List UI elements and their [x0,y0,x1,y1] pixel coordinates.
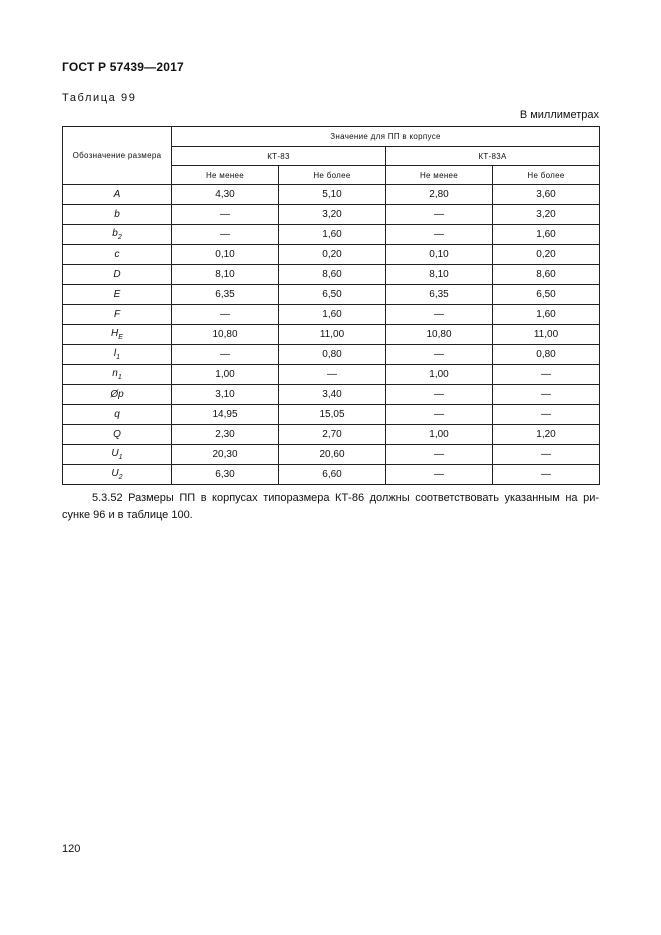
dimension-symbol-main: U [111,448,119,459]
dimension-symbol [63,185,172,205]
value-cell: 6,30 [172,465,279,485]
value-cell: 3,20 [493,205,600,225]
body-paragraph [62,490,599,524]
table-caption: Таблица 99 [62,92,137,104]
table-row [63,345,600,365]
dimension-symbol [63,245,172,265]
units-note: В миллиметрах [519,109,599,121]
value-cell: — [386,345,493,365]
value-cell: 0,10 [172,245,279,265]
dimension-symbol-main: E [113,289,121,300]
value-cell: 11,00 [493,325,600,345]
value-cell: 2,70 [279,425,386,445]
dimension-symbol-main: n [112,368,118,379]
value-cell: 20,60 [279,445,386,465]
value-cell: 11,00 [279,325,386,345]
value-cell: 1,60 [493,305,600,325]
value-cell: 3,20 [279,205,386,225]
col-header-max: Не более [493,166,600,185]
value-cell: 14,95 [172,405,279,425]
dimension-symbol-subscript: E [118,334,123,341]
dimension-symbol [63,385,172,405]
value-cell: 0,20 [279,245,386,265]
dimension-symbol-subscript: 2 [118,474,123,481]
value-cell: 0,20 [493,245,600,265]
page-number: 120 [62,843,81,855]
table-row [63,225,600,245]
value-cell: 5,10 [279,185,386,205]
value-cell: 6,50 [279,285,386,305]
dimension-symbol-main: q [114,409,120,420]
dimension-symbol-main: A [113,189,121,200]
value-cell: — [493,405,600,425]
table-row [63,325,600,345]
value-cell: 10,80 [172,325,279,345]
col-header-value-group: Значение для ПП в корпусе [172,127,600,147]
value-cell: 8,10 [172,265,279,285]
dimension-symbol [63,425,172,445]
value-cell: — [279,365,386,385]
value-cell: 1,60 [493,225,600,245]
dimension-symbol-main: H [111,328,119,339]
value-cell: 0,80 [279,345,386,365]
table-row [63,265,600,285]
dimension-symbol [63,365,172,385]
col-header-designation: Обозначение размера [63,127,172,185]
table-row [63,245,600,265]
value-cell: 3,60 [493,185,600,205]
dimension-symbol [63,325,172,345]
value-cell: 3,40 [279,385,386,405]
value-cell: 8,60 [279,265,386,285]
value-cell: — [386,305,493,325]
value-cell: — [172,205,279,225]
dimension-symbol [63,465,172,485]
col-header-package-kt83: КТ-83 [172,147,386,166]
value-cell: — [493,465,600,485]
value-cell: 6,60 [279,465,386,485]
value-cell: — [386,405,493,425]
dimension-symbol-subscript: 1 [118,454,123,461]
table-row [63,185,600,205]
dimension-symbol [63,405,172,425]
value-cell: — [386,445,493,465]
value-cell: 4,30 [172,185,279,205]
value-cell: 1,60 [279,225,386,245]
paragraph-line: сунке 96 и в таблице 100. [62,509,193,521]
dimension-symbol-main: Øp [110,389,124,400]
value-cell: — [172,225,279,245]
dimension-symbol [63,305,172,325]
col-header-min: Не менее [386,166,493,185]
col-header-package-kt83a: КТ-83А [386,147,600,166]
value-cell: 1,20 [493,425,600,445]
table-row [63,405,600,425]
value-cell: 8,60 [493,265,600,285]
dimension-symbol-main: F [113,309,121,320]
document-code: ГОСТ Р 57439—2017 [62,60,184,74]
dimension-symbol-main: c [114,249,120,260]
dimension-symbol [63,205,172,225]
dimension-symbol-main: b [114,209,120,220]
value-cell: — [493,365,600,385]
dimension-symbol-main: b [112,228,118,239]
value-cell: 6,50 [493,285,600,305]
value-cell: — [172,345,279,365]
value-cell: 3,10 [172,385,279,405]
dimension-symbol-main: Q [113,429,121,440]
value-cell: 0,10 [386,245,493,265]
paragraph-line: 5.3.52 Размеры ПП в корпусах типоразмера КТ-86 должны соответствовать указанным на ри- [92,492,599,504]
value-cell: — [493,385,600,405]
table-row [63,425,600,445]
value-cell: — [172,305,279,325]
dimension-symbol-subscript: 1 [116,354,121,361]
value-cell: 1,00 [386,425,493,445]
table-row [63,365,600,385]
value-cell: 6,35 [172,285,279,305]
table-row [63,285,600,305]
value-cell: — [386,385,493,405]
dimension-symbol [63,265,172,285]
value-cell: 1,60 [279,305,386,325]
value-cell: 2,80 [386,185,493,205]
value-cell: 15,05 [279,405,386,425]
dimension-symbol [63,285,172,305]
value-cell: 10,80 [386,325,493,345]
dimension-symbol [63,225,172,245]
value-cell: — [386,205,493,225]
dimension-symbol-main: U [111,468,119,479]
value-cell: — [386,225,493,245]
table-row [63,205,600,225]
value-cell: 0,80 [493,345,600,365]
dimension-symbol-subscript: 2 [117,234,122,241]
table-row [63,465,600,485]
value-cell: 20,30 [172,445,279,465]
table-row [63,305,600,325]
table-body [63,185,600,485]
value-cell: 8,10 [386,265,493,285]
dimension-symbol [63,345,172,365]
value-cell: 6,35 [386,285,493,305]
dimension-symbol-main: l [113,348,117,359]
dimension-symbol [63,445,172,465]
col-header-max: Не более [279,166,386,185]
dimension-symbol-subscript: 1 [117,374,122,381]
dimension-symbol-main: D [113,269,121,280]
dimensions-table [62,126,600,485]
value-cell: 2,30 [172,425,279,445]
value-cell: 1,00 [386,365,493,385]
value-cell: 1,00 [172,365,279,385]
table-row [63,445,600,465]
value-cell: — [386,465,493,485]
col-header-min: Не менее [172,166,279,185]
table-row [63,385,600,405]
value-cell: — [493,445,600,465]
